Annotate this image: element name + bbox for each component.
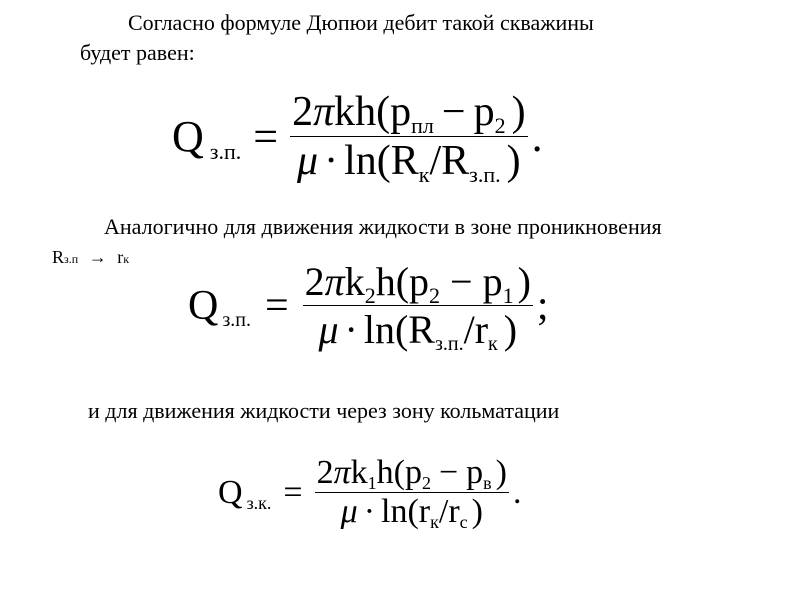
eq2-den-mu: μ: [318, 307, 339, 352]
eq2-den-R1-subscript: з.п.: [434, 333, 464, 355]
eq2-num-p2-subscript: 1: [502, 282, 514, 308]
eq3-denominator: [339, 493, 485, 531]
eq3-num-p2-subscript: в: [483, 473, 492, 494]
eq2-num-rparen: ): [517, 259, 531, 304]
analog-r-subscript: к: [123, 252, 130, 266]
eq1-fraction: [290, 88, 528, 185]
eq1-num-pi: π: [313, 89, 335, 135]
analog-R-subscript: з.п: [64, 252, 79, 266]
eq2-num-p2: p: [482, 259, 503, 304]
arrow-icon: →: [88, 247, 107, 267]
eq3-num-p2: p: [466, 454, 484, 491]
analog-r: r: [117, 247, 124, 267]
eq2-Q: Q: [188, 282, 219, 329]
intro-line-2: будет равен:: [80, 40, 195, 65]
eq3-num-p1-subscript: 2: [421, 473, 431, 494]
kolm-line: и для движения жидкости через зону кольматации: [88, 398, 560, 423]
eq3-numerator: [315, 454, 509, 492]
analog-line-2: [52, 244, 129, 272]
eq1-num-p2-subscript: 2: [494, 112, 506, 138]
eq3-num-two: 2: [316, 454, 334, 491]
eq1-den-mu: μ: [297, 138, 319, 184]
eq2-num-pi: π: [324, 259, 345, 304]
analog-line-1: Аналогично для движения жидкости в зоне проникновения: [104, 214, 662, 239]
eq2-den-R1: R: [408, 307, 435, 352]
eq1-denominator: [295, 137, 523, 185]
eq1-lhs: [172, 111, 241, 162]
eq1-den-R1: R: [390, 138, 419, 184]
eq3-num-p1: p: [404, 454, 422, 491]
eq1-equals: =: [253, 112, 279, 161]
eq1-num-p1-subscript: пл: [411, 112, 434, 138]
eq1-Q-subscript: з.п.: [209, 138, 242, 164]
eq2-end-punct: ;: [536, 282, 549, 329]
eq3-num-lparen: (: [393, 454, 405, 491]
eq1-num-lparen: (: [376, 89, 391, 135]
eq3-den-r1: r: [418, 493, 431, 530]
eq2-num-h: h: [375, 259, 396, 304]
eq1-den-R2-subscript: з.п.: [469, 161, 501, 187]
equation-3: [218, 454, 522, 531]
eq1-Q: Q: [172, 112, 204, 161]
eq2-num-minus: −: [450, 259, 473, 304]
eq2-fraction: [303, 258, 533, 353]
eq1-den-R2: R: [441, 138, 470, 184]
eq3-num-rparen: ): [495, 454, 507, 491]
eq3-equals: =: [283, 473, 303, 511]
eq2-den-dot: ·: [344, 307, 358, 352]
eq3-fraction: [315, 454, 509, 531]
eq2-den-r2-subscript: к: [488, 333, 498, 355]
eq3-num-h: h: [376, 454, 394, 491]
eq3-num-k-subscript: 1: [367, 473, 377, 494]
eq2-Q-subscript: з.п.: [222, 308, 251, 331]
eq2-num-p1-subscript: 2: [429, 282, 441, 308]
eq2-den-rparen: ): [503, 307, 518, 352]
eq2-num-p1: p: [409, 259, 430, 304]
eq2-equals: =: [264, 282, 289, 329]
eq2-denominator: [316, 306, 519, 353]
eq2-num-two: 2: [304, 259, 325, 304]
eq1-den-slash: /: [429, 138, 442, 184]
equation-2: [188, 258, 549, 353]
eq3-den-mu: μ: [340, 493, 358, 530]
eq2-num-k-subscript: 2: [364, 282, 376, 308]
eq3-den-r2: r: [448, 493, 460, 530]
analog-R: R: [52, 247, 65, 267]
eq3-Q-subscript: з.к.: [246, 492, 272, 513]
eq3-den-rparen: ): [471, 493, 483, 530]
eq3-den-r1-subscript: к: [430, 512, 439, 533]
eq1-numerator: [290, 88, 528, 136]
eq1-end-punct: .: [531, 112, 543, 161]
eq3-lhs: [218, 474, 271, 512]
eq1-den-rparen: ): [506, 138, 521, 184]
equation-1: [172, 88, 543, 185]
eq1-num-rparen: ): [511, 89, 526, 135]
eq1-num-two: 2: [292, 89, 314, 135]
eq3-num-minus: −: [438, 454, 459, 491]
eq1-den-ln: ln(: [344, 138, 391, 184]
eq1-num-kh: kh: [334, 89, 377, 135]
eq2-den-ln: ln(: [363, 307, 409, 352]
eq2-numerator: [303, 258, 533, 308]
eq1-num-p1: p: [390, 89, 412, 135]
eq3-den-ln: ln(: [381, 493, 419, 530]
eq3-den-slash: /: [438, 493, 449, 530]
eq1-num-p2: p: [473, 89, 495, 135]
eq3-num-k: k: [350, 454, 368, 491]
eq3-den-r2-subscript: с: [459, 512, 468, 533]
eq1-den-dot: ·: [324, 138, 339, 184]
eq3-num-pi: π: [333, 454, 351, 491]
eq1-num-minus: −: [441, 89, 466, 135]
eq2-num-k: k: [344, 259, 365, 304]
eq3-Q: Q: [218, 473, 243, 511]
eq3-den-dot: ·: [363, 493, 376, 530]
eq2-lhs: [188, 282, 251, 330]
eq2-den-r2: r: [474, 307, 489, 352]
eq2-num-lparen: (: [395, 259, 410, 304]
intro-line-1: Согласно формуле Дюпюи дебит такой скважины: [128, 10, 594, 35]
eq3-end-punct: .: [513, 473, 522, 511]
eq2-den-slash: /: [463, 307, 475, 352]
eq1-den-R1-subscript: к: [418, 161, 430, 187]
